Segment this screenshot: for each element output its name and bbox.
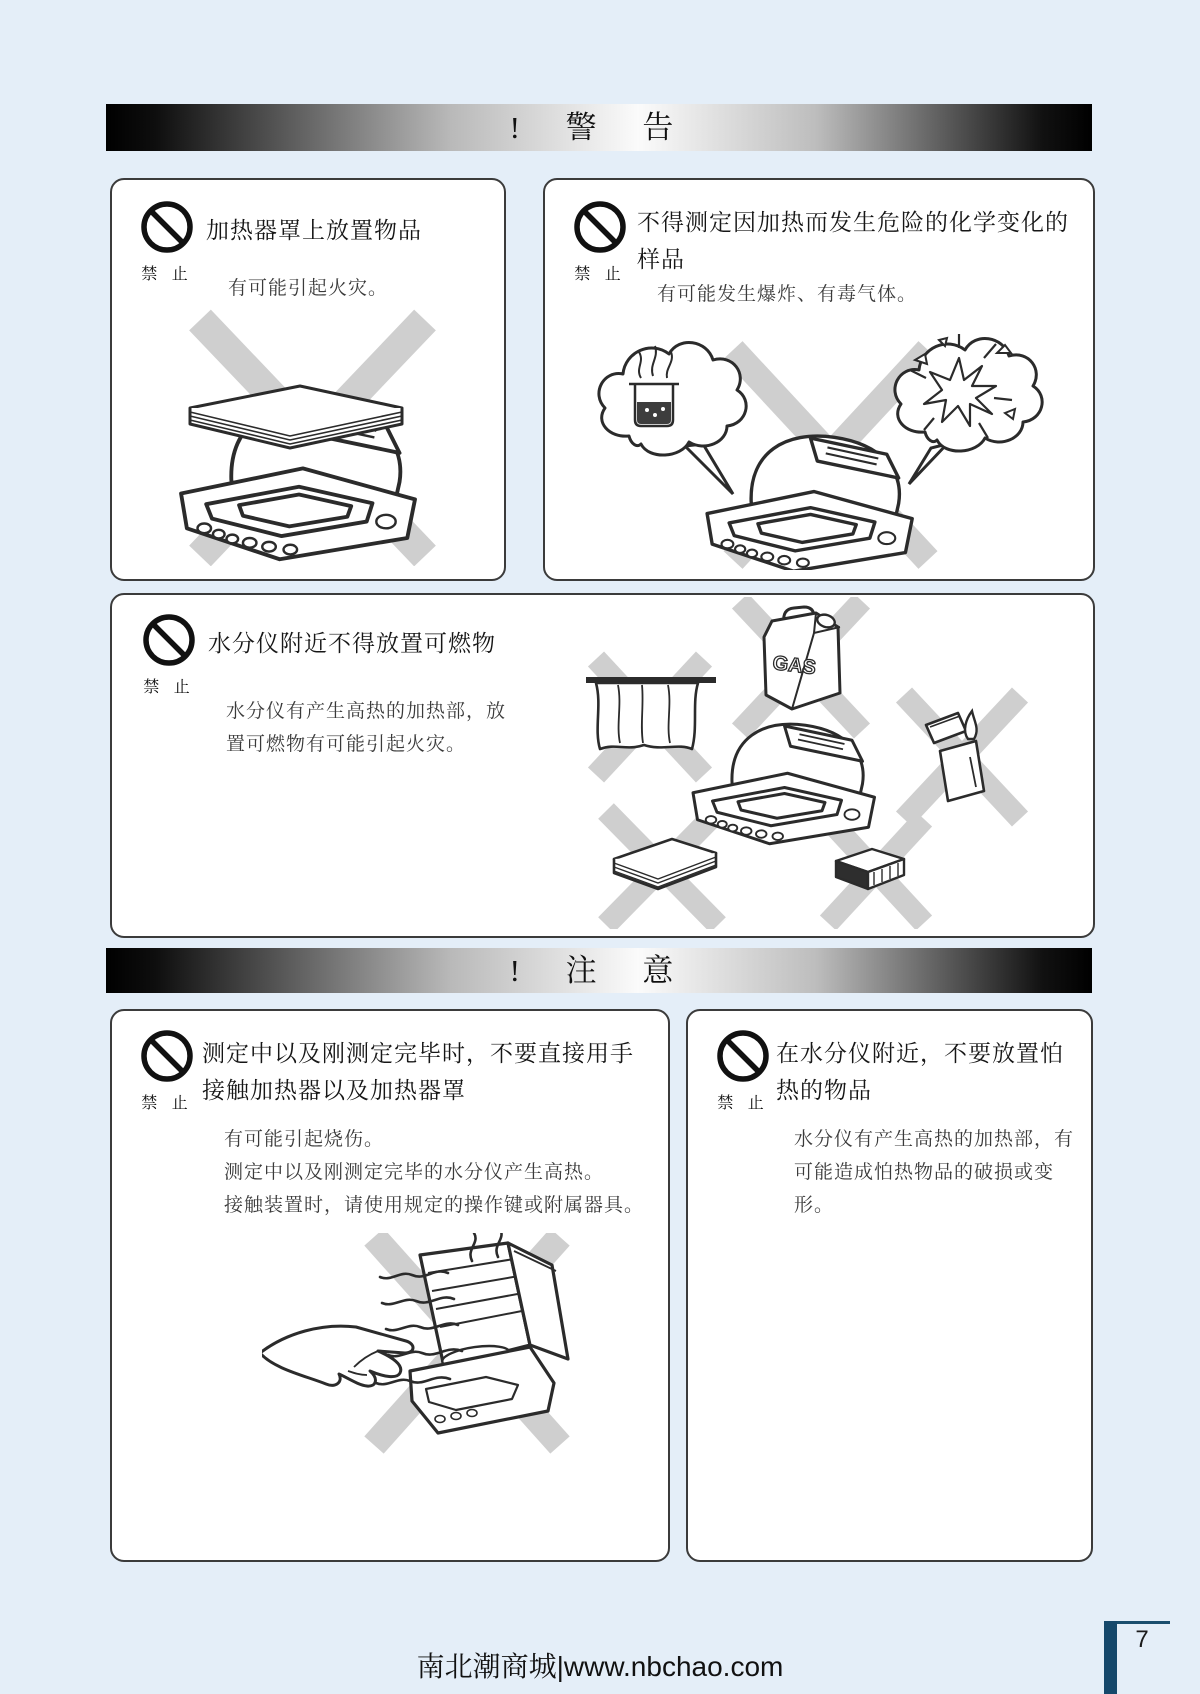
warning-box-flammables: [110, 593, 1095, 938]
fume-cloud: [599, 343, 746, 494]
caution-box-heat-sensitive: [686, 1009, 1093, 1562]
prohibition-icon: [563, 200, 637, 284]
prohibition-icon: [130, 200, 204, 284]
caution-header: ! 注 意: [106, 948, 1092, 993]
warning-box-heater-cover: [110, 178, 506, 581]
prohibition-icon: [706, 1029, 780, 1113]
hand-heater-illustration: [262, 1233, 592, 1458]
prohibition-label: 禁 止: [141, 266, 193, 283]
caution-desc-line: 测定中以及刚测定完毕的水分仪产生高热。: [224, 1162, 605, 1183]
no-entry-icon: [142, 613, 196, 667]
caution-desc: 水分仪有产生高热的加热部，有可能造成怕热物品的破损或变形。: [794, 1129, 1075, 1216]
no-entry-icon: [140, 1029, 194, 1083]
warning-desc: 有可能引起火灾。: [228, 278, 389, 299]
footer-text: 南北潮商城|www.nbchao.com: [416, 1651, 784, 1682]
page-number: 7: [1135, 1626, 1149, 1653]
no-entry-icon: [573, 200, 627, 254]
prohibition-label: 禁 止: [574, 266, 626, 283]
warning-desc: 有可能发生爆炸、有毒气体。: [657, 284, 918, 305]
no-entry-icon: [716, 1029, 770, 1083]
curtain: [586, 680, 716, 749]
warning-title: 水分仪附近不得放置可燃物: [208, 631, 496, 656]
warning-box-chemical-samples: [543, 178, 1095, 581]
prohibition-label: 禁 止: [143, 679, 195, 696]
page-number-bar: [1104, 1621, 1117, 1694]
warning-title: 不得测定因加热而发生危险的化学变化的样品: [637, 210, 1069, 272]
warning-title: 加热器罩上放置物品: [206, 218, 422, 243]
prohibition-label: 禁 止: [141, 1095, 193, 1112]
gas-can: [764, 607, 840, 709]
caution-title: 测定中以及刚测定完毕时，不要直接用手接触加热器以及加热器罩: [202, 1041, 634, 1103]
hand: [262, 1326, 413, 1386]
caution-desc-line: 接触装置时，请使用规定的操作键或附属器具。: [224, 1195, 645, 1216]
explosion-fumes-illustration: [583, 320, 1058, 570]
no-entry-icon: [140, 200, 194, 254]
caution-desc-line: 有可能引起烧伤。: [224, 1129, 385, 1150]
prohibition-label: 禁 止: [717, 1095, 769, 1112]
caution-title: 在水分仪附近，不要放置怕热的物品: [776, 1041, 1064, 1103]
gas-can-label: GAS: [771, 652, 818, 680]
warning-desc: 水分仪有产生高热的加热部，放置可燃物有可能引起火灾。: [226, 701, 507, 755]
prohibition-icon: [132, 613, 206, 697]
flammables-illustration: [532, 597, 1097, 929]
analyzer-papers-illustration: [140, 308, 470, 566]
warning-header: ! 警 告: [106, 104, 1092, 151]
prohibition-icon: [130, 1029, 204, 1113]
caution-box-hot-surface: [110, 1009, 670, 1562]
